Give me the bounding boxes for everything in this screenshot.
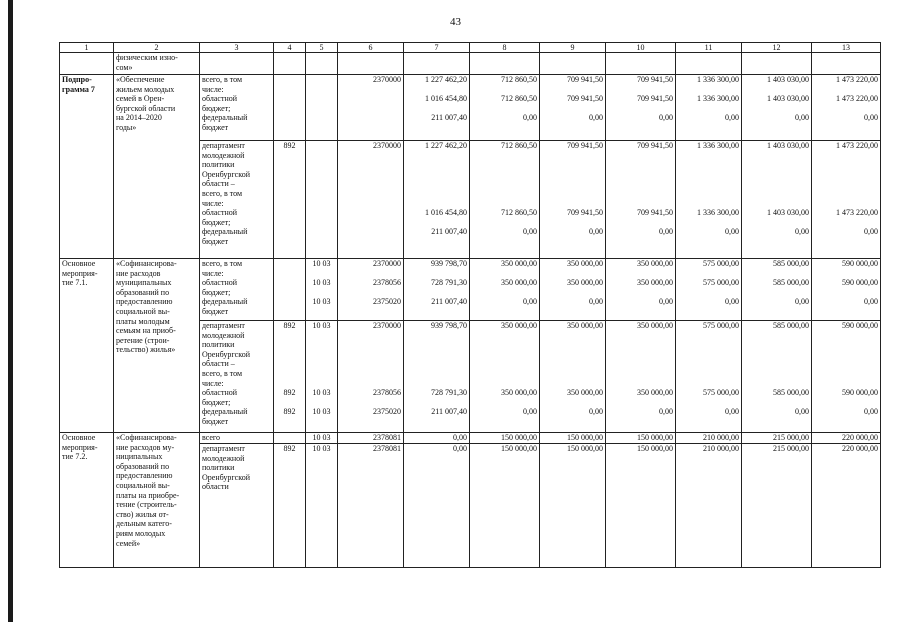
- cell-code: [274, 259, 306, 321]
- cell-name: «Софинансирова- ние расходов муниципальных образований по предоставлению социальной вы- платы молодым семьям на приоб- ретение (строи- тельство) жилья»: [114, 259, 200, 433]
- cell-name: «Обеспечение жильем молодых семей в Орен- бургской области на 2014–2020 годы»: [114, 75, 200, 259]
- cell-value: 210 000,00: [676, 444, 742, 568]
- cell-value: 585 000,00 585 000,00 0,00: [742, 259, 812, 321]
- cell-code: 2370000: [338, 75, 404, 141]
- cell-section: Подпро- грамма 7: [60, 75, 114, 259]
- cell-code: 2370000 2378056 2375020: [338, 321, 404, 433]
- cell-value: 150 000,00: [540, 433, 606, 444]
- cell-value: 1 403 030,00 1 403 030,00 0,00: [742, 75, 812, 141]
- cell-code: 10 03 10 03 10 03: [306, 321, 338, 433]
- cell-value: 575 000,00 575 000,00 0,00: [676, 259, 742, 321]
- cell-code: 892: [274, 141, 306, 259]
- cell-value: 1 227 462,20 1 016 454,80 211 007,40: [404, 141, 470, 259]
- column-header: 6: [338, 43, 404, 53]
- cell-value: 150 000,00: [540, 444, 606, 568]
- cell-value: 150 000,00: [606, 444, 676, 568]
- cell-code: [306, 53, 338, 75]
- column-header: 5: [306, 43, 338, 53]
- cell-value: 590 000,00 590 000,00 0,00: [812, 259, 881, 321]
- cell-value: 210 000,00: [676, 433, 742, 444]
- cell-value: 1 227 462,20 1 016 454,80 211 007,40: [404, 75, 470, 141]
- column-header: 12: [742, 43, 812, 53]
- column-number-row: [60, 43, 881, 53]
- cell-code: 2378081: [338, 433, 404, 444]
- table-row: [60, 53, 881, 75]
- cell-code: [306, 141, 338, 259]
- cell-code: [274, 75, 306, 141]
- column-header: 4: [274, 43, 306, 53]
- cell-value: 575 000,00 575 000,00 0,00: [676, 321, 742, 433]
- cell-code: 10 03: [306, 433, 338, 444]
- column-header: 2: [114, 43, 200, 53]
- cell-name: «Софинансирова- ние расходов му- ниципальных образований по предоставлению социальной вы- платы на приобре- тение (строитель- ство) жилья от- дельным катего- риям молодых семей»: [114, 433, 200, 568]
- cell-value: [606, 53, 676, 75]
- table-row: [60, 75, 881, 141]
- page-number: 43: [450, 16, 461, 28]
- cell-value: 709 941,50 709 941,50 0,00: [606, 141, 676, 259]
- cell-value: 1 473 220,00 1 473 220,00 0,00: [812, 75, 881, 141]
- cell-executor: департамент молодежной политики Оренбургской области – всего, в том числе: областной бюджет; федеральный бюджет: [200, 321, 274, 433]
- cell-code: 2370000: [338, 141, 404, 259]
- cell-value: [742, 53, 812, 75]
- cell-value: 709 941,50 709 941,50 0,00: [606, 75, 676, 141]
- cell-code: 892: [274, 444, 306, 568]
- column-header: 13: [812, 43, 881, 53]
- column-header: 1: [60, 43, 114, 53]
- cell-code: 10 03 10 03 10 03: [306, 259, 338, 321]
- cell-executor: всего, в том числе: областной бюджет; федеральный бюджет: [200, 75, 274, 141]
- cell-executor: департамент молодежной политики Оренбургской области: [200, 444, 274, 568]
- cell-value: 712 860,50 712 860,50 0,00: [470, 75, 540, 141]
- cell-value: 350 000,00 350 000,00 0,00: [470, 321, 540, 433]
- cell-value: 1 473 220,00 1 473 220,00 0,00: [812, 141, 881, 259]
- cell-value: 0,00: [404, 444, 470, 568]
- cell-value: [812, 53, 881, 75]
- cell-section: Основное мероприя- тие 7.1.: [60, 259, 114, 433]
- column-header: 7: [404, 43, 470, 53]
- column-header: 9: [540, 43, 606, 53]
- cell-value: 150 000,00: [606, 433, 676, 444]
- cell-value: 350 000,00 350 000,00 0,00: [606, 321, 676, 433]
- cell-code: [338, 53, 404, 75]
- binding-strip: [8, 0, 13, 622]
- cell-value: 709 941,50 709 941,50 0,00: [540, 141, 606, 259]
- cell-value: 350 000,00 350 000,00 0,00: [470, 259, 540, 321]
- cell-value: 220 000,00: [812, 444, 881, 568]
- cell-value: [676, 53, 742, 75]
- column-header: 10: [606, 43, 676, 53]
- cell-value: 0,00: [404, 433, 470, 444]
- cell-value: 150 000,00: [470, 433, 540, 444]
- cell-section: Основное мероприя- тие 7.2.: [60, 433, 114, 568]
- cell-code: 2378081: [338, 444, 404, 568]
- cell-value: 215 000,00: [742, 444, 812, 568]
- column-header: 8: [470, 43, 540, 53]
- cell-value: [540, 53, 606, 75]
- column-header: 11: [676, 43, 742, 53]
- table-row: [60, 433, 881, 444]
- cell-executor: [200, 53, 274, 75]
- cell-value: 1 336 300,00 1 336 300,00 0,00: [676, 141, 742, 259]
- cell-executor: департамент молодежной политики Оренбургской области – всего, в том числе: областной бюджет; федеральный бюджет: [200, 141, 274, 259]
- cell-value: 939 798,70 728 791,30 211 007,40: [404, 321, 470, 433]
- cell-executor: всего, в том числе: областной бюджет; федеральный бюджет: [200, 259, 274, 321]
- cell-value: 709 941,50 709 941,50 0,00: [540, 75, 606, 141]
- cell-code: [274, 53, 306, 75]
- cell-code: 892 892 892: [274, 321, 306, 433]
- cell-value: 1 336 300,00 1 336 300,00 0,00: [676, 75, 742, 141]
- cell-value: 1 403 030,00 1 403 030,00 0,00: [742, 141, 812, 259]
- cell-name: физическим изно- сом»: [114, 53, 200, 75]
- cell-value: 585 000,00 585 000,00 0,00: [742, 321, 812, 433]
- cell-code: 2370000 2378056 2375020: [338, 259, 404, 321]
- cell-value: 590 000,00 590 000,00 0,00: [812, 321, 881, 433]
- cell-value: 150 000,00: [470, 444, 540, 568]
- table-row: [60, 259, 881, 321]
- column-header: 3: [200, 43, 274, 53]
- cell-value: [470, 53, 540, 75]
- cell-value: 712 860,50 712 860,50 0,00: [470, 141, 540, 259]
- budget-table: [59, 42, 881, 568]
- cell-value: 939 798,70 728 791,30 211 007,40: [404, 259, 470, 321]
- cell-value: 215 000,00: [742, 433, 812, 444]
- cell-value: 220 000,00: [812, 433, 881, 444]
- cell-section: [60, 53, 114, 75]
- cell-value: [404, 53, 470, 75]
- cell-code: [306, 75, 338, 141]
- cell-value: 350 000,00 350 000,00 0,00: [540, 321, 606, 433]
- cell-executor: всего: [200, 433, 274, 444]
- cell-value: 350 000,00 350 000,00 0,00: [540, 259, 606, 321]
- cell-code: [274, 433, 306, 444]
- cell-code: 10 03: [306, 444, 338, 568]
- cell-value: 350 000,00 350 000,00 0,00: [606, 259, 676, 321]
